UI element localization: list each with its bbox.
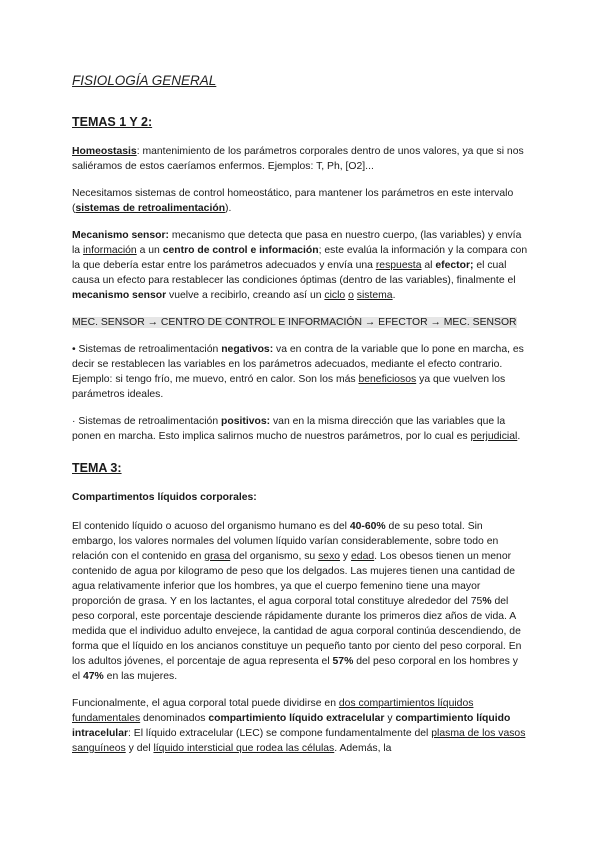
section-heading-tema-3: TEMA 3: xyxy=(72,461,122,475)
section-heading-temas-1-2: TEMAS 1 Y 2: xyxy=(72,115,153,129)
paragraph-water-content: El contenido líquido o acuoso del organismo humano es del 40-60% de su peso total. Sin embargo, los valores normales del volumen líquido varían considerablemente, sobre todo en relación con el contenido en grasa del organismo, su sexo y edad. Los obesos tienen un menor contenido de agua por kilogramo de peso que los delgados. Las mujeres tienen una cantidad de agua relativamente inferior que los hombres, ya que el cuerpo femenino tiene una mayor proporción de grasa. Y en los lactantes, el agua corporal total constituye alrededor del 75% del peso corporal, este porcentaje desciende rápidamente durante los primeros diez años de vida. A medida que el individuo adulto envejece, la cantidad de agua corporal continúa descendiendo, de forma que el líquido en los ancianos constituye un pequeño tanto por ciento del peso corporal. En los adultos jóvenes, el porcentaje de agua representa el 57% del peso corporal en los hombres y el 47% en las mujeres. xyxy=(72,521,522,682)
term-homeostasis: Homeostasis xyxy=(72,146,137,157)
paragraph-compartments: Funcionalmente, el agua corporal total puede dividirse en dos compartimientos líquidos fundamentales denominados compartimiento líquido extracelular y compartimiento líquido intracelular: El líquido extracelular (LEC) se compone fundamentalmente del plasma de los vasos sanguíneos y del líquido intersticial que rodea las células. Además, la xyxy=(72,698,526,754)
paragraph-homeostasis: Homeostasis: mantenimiento de los parámetros corporales dentro de unos valores, ya que si nos saliéramos de estos caeríamos enfermos. Ejemplos: T, Ph, [O2]... xyxy=(72,146,524,172)
term-retroalimentacion: sistemas de retroalimentación xyxy=(75,203,226,214)
paragraph-control-systems: Necesitamos sistemas de control homeostático, para mantener los parámetros en este intervalo (sistemas de retroalimentación). xyxy=(72,188,514,214)
feedback-loop-sequence: MEC. SENSOR → CENTRO DE CONTROL E INFORMACIÓN → EFECTOR → MEC. SENSOR xyxy=(72,317,517,328)
document-title: FISIOLOGÍA GENERAL xyxy=(72,73,217,88)
paragraph-mecanismo-sensor: Mecanismo sensor: mecanismo que detecta que pasa en nuestro cuerpo, (las variables) y envía la información a un centro de control e información; este evalúa la información y la compara con la que debería estar entre los parámetros adecuados y envía una respuesta al efector; el cual causa un efecto para restablecer las condiciones óptimas (dentro de las variables), finalmente el mecanismo sensor vuelve a recibirlo, creando así un ciclo o sistema. xyxy=(72,230,528,301)
paragraph-positive-feedback: · Sistemas de retroalimentación positivos: van en la misma dirección que las variables que la ponen en marcha. Esto implica salirnos mucho de nuestros parámetros, por lo cual es perjudicial. xyxy=(72,416,521,442)
paragraph-negative-feedback: • Sistemas de retroalimentación negativos: va en contra de la variable que lo pone en marcha, es decir se restablecen las variables en los parámetros adecuados, mediante el efecto contrario. Ejemplo: si tengo frío, me muevo, entró en calor. Son los más beneficiosos ya que vuelven los parámetros ideales. xyxy=(72,344,524,400)
subheading-compartimentos: Compartimentos líquidos corporales: xyxy=(72,492,257,503)
